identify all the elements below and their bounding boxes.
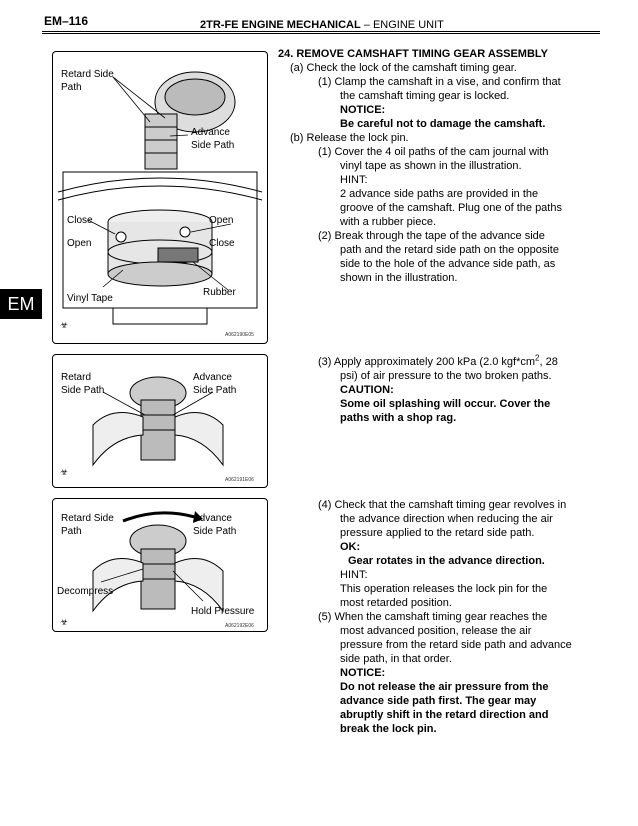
step-b1-hint-3: with a rubber piece. xyxy=(340,216,436,228)
figure-3 xyxy=(52,498,268,632)
step-b4-line-3: pressure applied to the retard side path. xyxy=(340,527,535,539)
fig1-advance-label-2: Side Path xyxy=(191,140,235,151)
step-b5-notice-1: Do not release the air pressure from the xyxy=(340,681,549,693)
fig3-advance-label-2: Side Path xyxy=(193,526,237,537)
step-b4-line-2: the advance direction when reducing the air xyxy=(340,513,553,525)
header-title xyxy=(200,19,444,31)
step-b5-line-1: (5) When the camshaft timing gear reaches the xyxy=(318,611,548,623)
step-b4-line-1: (4) Check that the camshaft timing gear revolves in xyxy=(318,499,567,511)
header-rule xyxy=(42,31,600,32)
fig1-code: A062190E05 xyxy=(225,332,254,338)
step-b1-line-1: (1) Cover the 4 oil paths of the cam journal with xyxy=(318,146,549,158)
fig1-close-right: Close xyxy=(209,238,235,249)
fig2-retard-label-1: Retard xyxy=(61,372,92,383)
step-b1-hint-2: groove of the camshaft. Plug one of the paths xyxy=(340,202,562,214)
step-b3-caution-2: paths with a shop rag. xyxy=(340,412,457,424)
step-b3-line-1a: (3) Apply approximately 200 kPa (2.0 kgf*cm xyxy=(318,356,536,368)
step-b3-line-1 xyxy=(318,355,558,369)
step-b5-line-4: side path, in that order. xyxy=(340,653,452,665)
fig3-decompress-label: Decompress xyxy=(57,586,114,597)
step-b4-hint: HINT: xyxy=(340,569,368,581)
step-b3-line-1b: , 28 xyxy=(539,356,558,368)
step-b3-sup: 2 xyxy=(535,353,540,363)
step-b2-line-4: shown in the illustration. xyxy=(340,272,458,284)
step-a1-line-2: the camshaft timing gear is locked. xyxy=(340,90,510,102)
step-b1-line-2: vinyl tape as shown in the illustration. xyxy=(340,160,522,172)
step-b1-hint: HINT: xyxy=(340,174,368,186)
fig1-mark-icon: ☣ xyxy=(60,320,69,330)
step-a1-notice: NOTICE: xyxy=(340,104,386,116)
fig2-retard-label-2: Side Path xyxy=(61,385,105,396)
step-24-heading: 24. REMOVE CAMSHAFT TIMING GEAR ASSEMBLY xyxy=(278,48,548,60)
fig2-mark-icon: ☣ xyxy=(60,467,69,477)
fig1-retard-label-1: Retard Side xyxy=(61,69,114,80)
fig1-close-left: Close xyxy=(67,215,93,226)
figure-2 xyxy=(52,354,268,488)
step-b3-caution-1: Some oil splashing will occur. Cover the xyxy=(340,398,551,410)
step-b5-notice-2: advance side path first. The gear may xyxy=(340,695,537,707)
step-b4-ok: OK: xyxy=(340,541,361,553)
fig3-advance-label-1: Advance xyxy=(193,513,232,524)
fig1-vinyl-label: Vinyl Tape xyxy=(67,293,113,304)
page-code: EM–116 xyxy=(44,14,89,28)
fig1-rubber-label: Rubber xyxy=(203,287,236,298)
step-b5-notice: NOTICE: xyxy=(340,667,386,679)
figure-1 xyxy=(52,51,268,344)
fig2-advance-label-2: Side Path xyxy=(193,385,237,396)
step-b3-line-2: psi) of air pressure to the two broken paths. xyxy=(340,370,552,382)
fig1-open-left: Open xyxy=(67,238,92,249)
step-b4-ok-text: Gear rotates in the advance direction. xyxy=(348,555,545,567)
step-b4-hint-2: most retarded position. xyxy=(340,597,452,609)
section-tab: EM xyxy=(0,289,42,319)
step-a1-notice-text: Be careful not to damage the camshaft. xyxy=(340,118,546,130)
header-title-rest: – ENGINE UNIT xyxy=(360,19,444,31)
step-b2-line-2: path and the retard side path on the opposite xyxy=(340,244,559,256)
header-title-bold: 2TR-FE ENGINE MECHANICAL xyxy=(200,19,361,31)
step-b1-hint-1: 2 advance side paths are provided in the xyxy=(340,188,539,200)
fig1-advance-label-1: Advance xyxy=(191,127,230,138)
fig1-open-right: Open xyxy=(209,215,234,226)
fig3-mark-icon: ☣ xyxy=(60,617,69,627)
step-b3-caution: CAUTION: xyxy=(340,384,394,396)
fig3-code: A062192E06 xyxy=(225,623,254,629)
step-b4-hint-1: This operation releases the lock pin for the xyxy=(340,583,548,595)
step-b5-notice-3: abruptly shift in the retard direction and xyxy=(340,709,549,721)
step-b2-line-3: side to the hole of the advance side path, as xyxy=(340,258,556,270)
fig3-hold-pressure-label: Hold Pressure xyxy=(191,606,255,617)
fig2-code: A062191E06 xyxy=(225,477,254,483)
fig3-retard-label-2: Path xyxy=(61,526,82,537)
fig1-retard-label-2: Path xyxy=(61,82,82,93)
step-b5-notice-4: break the lock pin. xyxy=(340,723,437,735)
step-b5-line-2: most advanced position, release the air xyxy=(340,625,532,637)
fig2-advance-label-1: Advance xyxy=(193,372,232,383)
step-b2-line-1: (2) Break through the tape of the advance side xyxy=(318,230,545,242)
fig3-retard-label-1: Retard Side xyxy=(61,513,114,524)
step-b5-line-3: pressure from the retard side path and advance xyxy=(340,639,572,651)
step-b: (b) Release the lock pin. xyxy=(290,132,409,144)
step-a: (a) Check the lock of the camshaft timing gear. xyxy=(290,62,517,74)
step-a1-line-1: (1) Clamp the camshaft in a vise, and confirm that xyxy=(318,76,561,88)
header-rule-2 xyxy=(42,33,600,34)
